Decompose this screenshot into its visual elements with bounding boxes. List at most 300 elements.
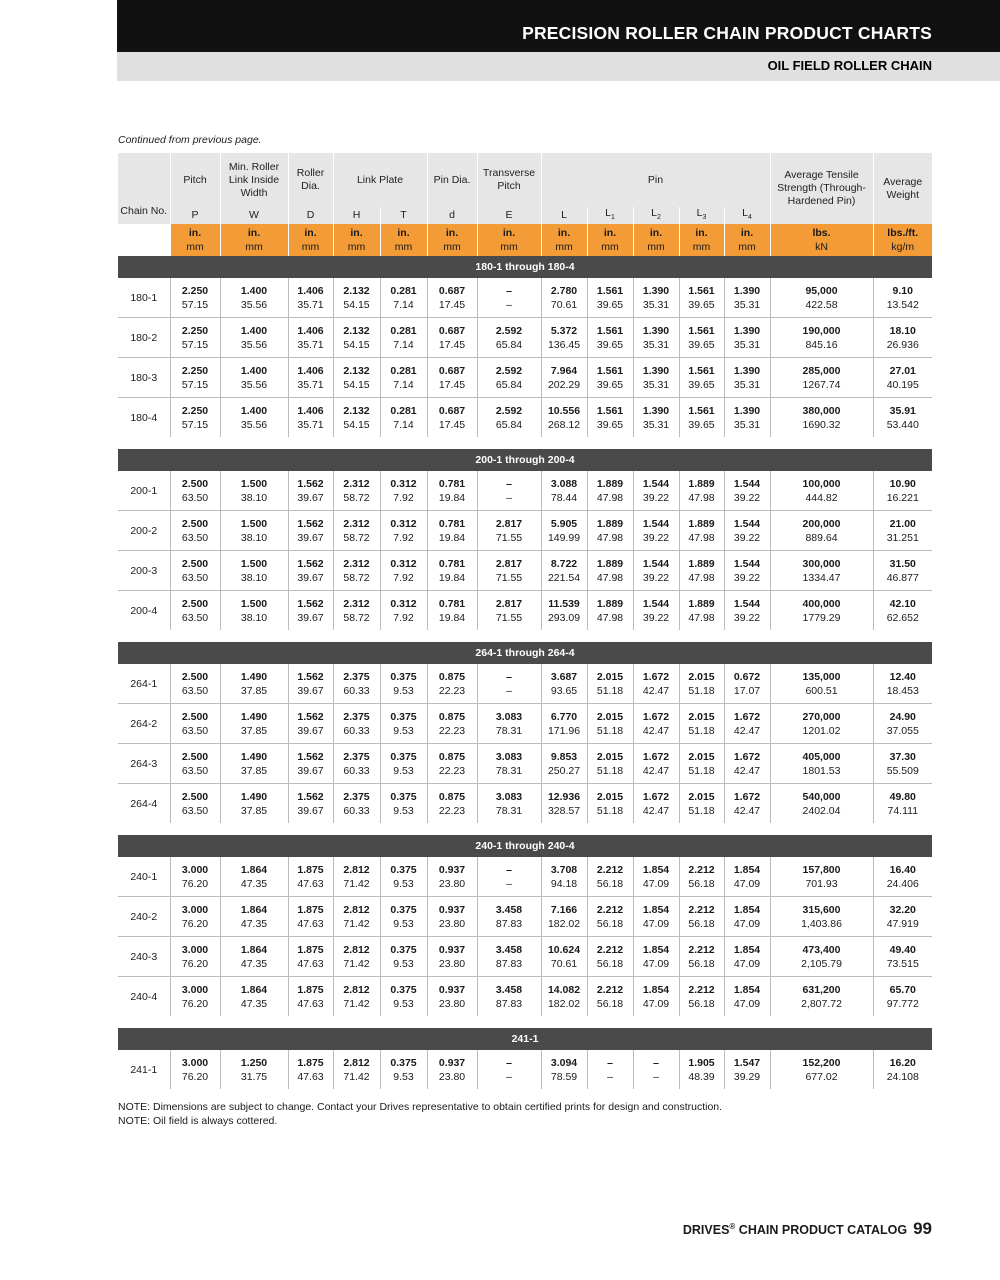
unit-metric: mm [245, 241, 263, 254]
table-row [118, 937, 932, 977]
unit-imperial: in. [502, 227, 516, 240]
section-spacer [118, 437, 932, 449]
page-subtitle: OIL FIELD ROLLER CHAIN [767, 58, 932, 73]
unit-metric: mm [692, 241, 711, 254]
value-cell [633, 318, 679, 358]
value-metric: 58.72 [343, 491, 370, 504]
symbol-cell [477, 207, 541, 224]
value-cell [770, 784, 873, 824]
value-metric: 17.45 [438, 418, 466, 431]
value-cell [679, 398, 724, 438]
value-imperial: 7.964 [550, 364, 578, 377]
table-row [118, 318, 932, 358]
value-cell [427, 471, 477, 511]
value-imperial: 2.212 [596, 863, 624, 876]
value-metric: 39.65 [596, 378, 624, 391]
value-metric: 42.47 [733, 724, 761, 737]
value-metric: 35.71 [297, 418, 324, 431]
value-imperial: 1.544 [733, 477, 761, 490]
value-imperial: 0.687 [438, 324, 466, 337]
col-roller-link-width: Min. Roller Link Inside Width [220, 153, 288, 207]
value-imperial: 1.889 [688, 557, 715, 570]
value-cell [477, 977, 541, 1017]
value-cell [541, 744, 587, 784]
value-metric: 51.18 [688, 724, 715, 737]
value-metric: 39.22 [642, 571, 670, 584]
value-metric: 39.22 [733, 491, 761, 504]
table-row [118, 398, 932, 438]
value-cell [873, 278, 932, 318]
value-cell [541, 704, 587, 744]
value-imperial: 10.556 [547, 404, 581, 417]
section-spacer [118, 1016, 932, 1028]
value-cell [220, 471, 288, 511]
value-metric: 60.33 [343, 724, 370, 737]
value-cell [724, 318, 770, 358]
value-metric: 7.92 [393, 531, 414, 544]
value-imperial: 27.01 [889, 364, 916, 377]
value-cell [333, 784, 380, 824]
table-row [118, 744, 932, 784]
value-metric: 16.221 [886, 491, 919, 504]
table-row [118, 784, 932, 824]
value-cell [770, 857, 873, 897]
chain-number: 200-2 [118, 511, 170, 551]
value-imperial: 0.781 [438, 517, 466, 530]
value-imperial: 3.094 [550, 1056, 578, 1069]
value-cell [477, 937, 541, 977]
value-metric: 71.42 [343, 917, 370, 930]
value-metric: 39.22 [733, 611, 761, 624]
value-imperial: 2.212 [688, 943, 715, 956]
value-imperial: 0.672 [733, 670, 761, 683]
value-metric: 47.35 [240, 997, 268, 1010]
value-metric: 56.18 [688, 957, 715, 970]
unit-imperial: in. [445, 227, 459, 240]
unit-cell [427, 224, 477, 256]
value-metric: 65.84 [495, 378, 523, 391]
value-cell [380, 784, 427, 824]
value-metric: 35.31 [642, 298, 670, 311]
value-imperial: 21.00 [889, 517, 916, 530]
symbol-text: L [651, 207, 657, 219]
value-cell [477, 857, 541, 897]
value-imperial: 1.390 [642, 364, 670, 377]
unit-cell [220, 224, 288, 256]
value-imperial: 1.390 [733, 324, 761, 337]
value-imperial: 1.672 [642, 790, 670, 803]
value-metric: 268.12 [547, 418, 581, 431]
value-imperial: 2.132 [343, 364, 370, 377]
value-cell [724, 1050, 770, 1089]
value-imperial: 2.592 [495, 404, 523, 417]
value-cell [724, 664, 770, 704]
unit-cell [587, 224, 633, 256]
value-imperial: 2.500 [181, 477, 209, 490]
value-cell [724, 937, 770, 977]
symbol-cell [587, 207, 633, 224]
value-imperial: 540,000 [802, 790, 841, 803]
value-metric: 63.50 [181, 491, 209, 504]
value-metric: 24.108 [886, 1070, 919, 1083]
section-spacer [118, 823, 932, 835]
value-metric: 23.80 [438, 957, 466, 970]
value-cell [380, 511, 427, 551]
value-imperial: 1.875 [297, 943, 324, 956]
value-cell [724, 398, 770, 438]
value-cell [333, 398, 380, 438]
value-metric: 182.02 [547, 997, 581, 1010]
value-cell [770, 1050, 873, 1089]
value-metric: 78.31 [495, 804, 523, 817]
value-cell [288, 744, 333, 784]
value-cell [587, 977, 633, 1017]
value-metric: 17.45 [438, 338, 466, 351]
col-pin: Pin [541, 153, 770, 207]
value-imperial: 1.250 [240, 1056, 268, 1069]
value-imperial: 1.561 [596, 364, 624, 377]
unit-metric: kN [815, 241, 828, 254]
value-metric: 7.92 [393, 491, 414, 504]
value-metric: 1801.53 [802, 764, 841, 777]
value-metric: 23.80 [438, 877, 466, 890]
value-cell [587, 318, 633, 358]
value-imperial: 1.864 [240, 943, 268, 956]
continued-note: Continued from previous page. [118, 134, 262, 146]
value-cell [770, 278, 873, 318]
symbol-text: L [742, 207, 748, 219]
value-cell [679, 1050, 724, 1089]
value-metric: 94.18 [550, 877, 578, 890]
value-metric: 65.84 [495, 338, 523, 351]
value-cell [679, 784, 724, 824]
value-imperial: 1.390 [733, 404, 761, 417]
value-cell [541, 1050, 587, 1089]
value-metric: 39.22 [733, 531, 761, 544]
value-cell [427, 704, 477, 744]
value-metric: 70.61 [550, 298, 578, 311]
value-cell [170, 398, 220, 438]
value-cell [380, 744, 427, 784]
value-imperial: 1.864 [240, 903, 268, 916]
value-cell [170, 1050, 220, 1089]
unit-cell [380, 224, 427, 256]
value-cell [333, 664, 380, 704]
value-metric: 53.440 [886, 418, 919, 431]
value-imperial: 2.375 [343, 710, 370, 723]
value-imperial: 1.544 [642, 517, 670, 530]
value-cell [170, 897, 220, 937]
value-metric: 35.31 [733, 338, 761, 351]
value-metric: 39.67 [297, 804, 324, 817]
value-imperial: 380,000 [802, 404, 841, 417]
table-row [118, 591, 932, 631]
value-metric: – [506, 877, 512, 890]
value-cell [380, 937, 427, 977]
value-cell [170, 591, 220, 631]
value-imperial: 1.561 [596, 284, 624, 297]
value-metric: 56.18 [596, 957, 624, 970]
value-metric: 56.18 [596, 917, 624, 930]
unit-blank [118, 224, 170, 256]
symbol-subscript: 4 [747, 214, 752, 222]
value-cell [427, 664, 477, 704]
value-metric: 39.65 [596, 298, 624, 311]
value-imperial: 2.132 [343, 404, 370, 417]
value-metric: 47.98 [688, 491, 715, 504]
value-imperial: 3.458 [495, 903, 523, 916]
value-cell [679, 358, 724, 398]
value-imperial: 11.539 [548, 597, 580, 610]
value-cell [427, 857, 477, 897]
value-cell [633, 937, 679, 977]
value-cell [380, 358, 427, 398]
value-imperial: 1.854 [733, 863, 761, 876]
value-imperial: 1.544 [642, 597, 670, 610]
value-metric: 47.98 [688, 611, 715, 624]
value-metric: 47.09 [642, 997, 670, 1010]
value-metric: 42.47 [642, 804, 670, 817]
value-metric: 78.44 [550, 491, 578, 504]
value-imperial: 1.875 [297, 863, 324, 876]
value-metric: 60.33 [343, 804, 370, 817]
value-cell [380, 318, 427, 358]
unit-imperial: in. [188, 227, 202, 240]
header-subtitle-bar [117, 52, 1000, 81]
value-metric: 1334.47 [802, 571, 841, 584]
value-cell [873, 977, 932, 1017]
value-cell [380, 897, 427, 937]
value-imperial: 1.854 [733, 903, 761, 916]
symbol-cell [170, 207, 220, 224]
value-imperial: 0.312 [390, 557, 417, 570]
unit-cell [288, 224, 333, 256]
value-metric: 2,105.79 [801, 957, 842, 970]
value-imperial: 2.500 [181, 597, 209, 610]
value-metric: 35.31 [642, 418, 670, 431]
symbol-subscript: 2 [656, 214, 661, 222]
chain-number: 200-1 [118, 471, 170, 511]
section-header [118, 449, 932, 471]
value-cell [541, 318, 587, 358]
unit-cell [724, 224, 770, 256]
value-cell [380, 857, 427, 897]
value-imperial: 0.937 [438, 983, 466, 996]
symbol-cell [541, 207, 587, 224]
value-imperial: 2.015 [688, 750, 715, 763]
value-imperial: 1.561 [688, 324, 715, 337]
value-imperial: 200,000 [802, 517, 841, 530]
notes [118, 1100, 722, 1128]
section-title: 200-1 through 200-4 [118, 449, 932, 471]
value-metric: 1690.32 [802, 418, 841, 431]
value-metric: 889.64 [805, 531, 838, 544]
value-metric: 35.56 [240, 298, 268, 311]
value-metric: 47.63 [297, 1070, 324, 1083]
value-cell [477, 511, 541, 551]
unit-cell [541, 224, 587, 256]
value-imperial: 1.672 [733, 790, 761, 803]
table-row [118, 471, 932, 511]
value-metric: 97.772 [886, 997, 919, 1010]
value-imperial: 2.812 [343, 863, 370, 876]
value-metric: 1201.02 [802, 724, 841, 737]
value-metric: 63.50 [181, 571, 209, 584]
value-cell [587, 897, 633, 937]
value-imperial: 2.212 [596, 943, 624, 956]
value-imperial: 0.312 [390, 597, 417, 610]
value-cell [477, 897, 541, 937]
value-cell [587, 857, 633, 897]
value-cell [724, 551, 770, 591]
value-metric: 42.47 [733, 764, 761, 777]
unit-imperial: in. [649, 227, 663, 240]
value-metric: 57.15 [181, 338, 209, 351]
value-imperial: 0.375 [390, 790, 417, 803]
value-imperial: 1.390 [642, 324, 670, 337]
value-cell [220, 278, 288, 318]
value-cell [633, 278, 679, 318]
value-metric: 9.53 [393, 917, 414, 930]
value-cell [770, 398, 873, 438]
symbol-text: W [249, 209, 259, 222]
value-metric: 35.71 [297, 298, 324, 311]
symbol-cell [724, 207, 770, 224]
value-imperial: 190,000 [802, 324, 841, 337]
symbol-cell [333, 207, 380, 224]
value-metric: 38.10 [240, 611, 268, 624]
value-metric: 22.23 [438, 724, 466, 737]
value-cell [770, 318, 873, 358]
value-metric: 74.111 [887, 804, 919, 817]
value-metric: 9.53 [393, 997, 414, 1010]
value-imperial: 49.40 [889, 943, 916, 956]
table-row [118, 278, 932, 318]
symbol-text: T [400, 209, 407, 222]
value-cell [679, 318, 724, 358]
unit-cell [873, 224, 932, 256]
value-metric: 76.20 [181, 1070, 209, 1083]
value-cell [427, 278, 477, 318]
value-imperial: 0.937 [438, 1056, 466, 1069]
value-imperial: 2.592 [495, 324, 523, 337]
value-imperial: 0.281 [390, 324, 417, 337]
value-imperial: 1.490 [240, 790, 268, 803]
value-metric: 47.09 [733, 957, 761, 970]
value-imperial: 12.936 [547, 790, 581, 803]
value-cell [380, 591, 427, 631]
value-cell [288, 704, 333, 744]
value-imperial: 2.250 [181, 364, 209, 377]
value-cell [679, 664, 724, 704]
unit-imperial: in. [557, 227, 571, 240]
value-imperial: 16.20 [889, 1056, 916, 1069]
value-metric: 39.67 [297, 571, 324, 584]
value-cell [220, 977, 288, 1017]
value-imperial: 1.500 [240, 557, 268, 570]
value-metric: 71.42 [343, 997, 370, 1010]
value-cell [220, 318, 288, 358]
value-imperial: 37.30 [889, 750, 916, 763]
value-cell [477, 591, 541, 631]
value-cell [427, 784, 477, 824]
value-metric: 47.98 [688, 571, 715, 584]
value-cell [170, 278, 220, 318]
value-cell [770, 358, 873, 398]
value-imperial: 0.687 [438, 284, 466, 297]
section-title: 240-1 through 240-4 [118, 835, 932, 857]
value-imperial: 0.781 [438, 477, 466, 490]
value-imperial: 1.889 [688, 517, 715, 530]
value-cell [477, 551, 541, 591]
value-imperial: 0.875 [438, 710, 466, 723]
value-cell [633, 398, 679, 438]
value-metric: 39.67 [297, 491, 324, 504]
value-metric: 35.71 [297, 338, 324, 351]
value-metric: 23.80 [438, 917, 466, 930]
value-cell [541, 937, 587, 977]
value-metric: 23.80 [438, 1070, 466, 1083]
value-cell [170, 744, 220, 784]
value-cell [333, 471, 380, 511]
col-link-plate: Link Plate [333, 153, 427, 207]
value-imperial: 1.889 [688, 477, 715, 490]
value-metric: 39.22 [642, 611, 670, 624]
value-cell [477, 358, 541, 398]
value-metric: 39.22 [642, 531, 670, 544]
value-cell [427, 1050, 477, 1089]
value-cell [873, 704, 932, 744]
symbol-text: L [696, 207, 703, 219]
value-imperial: 1.854 [642, 903, 670, 916]
value-imperial: 12.40 [889, 670, 916, 683]
value-imperial: 1.864 [240, 863, 268, 876]
value-metric: 87.83 [495, 957, 523, 970]
value-metric: 35.31 [733, 298, 761, 311]
value-cell [679, 591, 724, 631]
unit-metric: mm [500, 241, 518, 254]
value-cell [679, 704, 724, 744]
value-metric: 47.09 [642, 957, 670, 970]
value-cell [333, 977, 380, 1017]
value-metric: 22.23 [438, 764, 466, 777]
note-oil-field: NOTE: Oil field is always cottered. [118, 1115, 278, 1127]
value-metric: 39.65 [688, 378, 715, 391]
unit-cell [770, 224, 873, 256]
value-metric: 71.55 [495, 531, 523, 544]
unit-imperial: in. [740, 227, 754, 240]
value-metric: 37.85 [240, 804, 268, 817]
value-cell [170, 358, 220, 398]
value-imperial: 1.406 [297, 404, 324, 417]
value-cell [873, 551, 932, 591]
value-imperial: 2.015 [596, 750, 624, 763]
value-metric: 701.93 [805, 877, 838, 890]
value-cell [427, 398, 477, 438]
value-cell [288, 897, 333, 937]
value-metric: 63.50 [181, 611, 209, 624]
chain-number: 240-3 [118, 937, 170, 977]
value-metric: 35.31 [642, 378, 670, 391]
value-cell [679, 278, 724, 318]
value-imperial: 3.708 [550, 863, 578, 876]
value-metric: 328.57 [547, 804, 581, 817]
value-cell [633, 897, 679, 937]
value-imperial: 1.889 [596, 477, 624, 490]
unit-cell [477, 224, 541, 256]
value-cell [633, 664, 679, 704]
value-imperial: 1.562 [297, 670, 324, 683]
